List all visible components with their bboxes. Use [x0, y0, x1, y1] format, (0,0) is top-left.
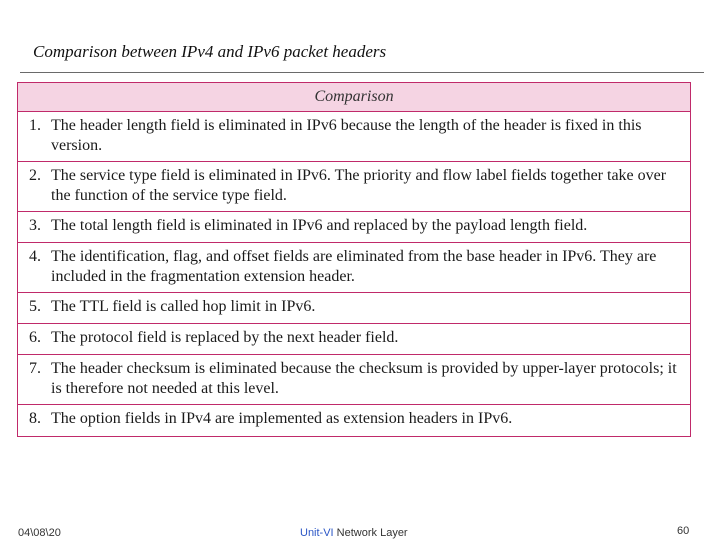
table-row [18, 243, 690, 293]
row-text: The identification, flag, and offset fields are eliminated from the base header in IPv6. They are included in the fragmentation extension header. [51, 248, 657, 285]
row-number: 8. [29, 410, 41, 427]
table-row [18, 162, 690, 212]
row-number: 2. [29, 167, 41, 184]
row-text: The header length field is eliminated in IPv6 because the length of the header is fixed in this version. [51, 117, 642, 154]
row-number: 3. [29, 217, 41, 234]
table-header: Comparison [18, 83, 690, 112]
row-text: The total length field is eliminated in IPv6 and replaced by the payload length field. [51, 217, 588, 234]
table-row [18, 212, 690, 243]
slide-title: Comparison between IPv4 and IPv6 packet headers [33, 42, 387, 61]
row-text: The TTL field is called hop limit in IPv6. [51, 298, 316, 315]
row-number: 4. [29, 248, 41, 265]
table-row [18, 324, 690, 355]
footer-title [300, 527, 408, 539]
row-number: 1. [29, 117, 41, 134]
row-text: The service type field is eliminated in IPv6. The priority and flow label fields together take over the function of the service type field. [51, 167, 667, 204]
page-number: 60 [677, 525, 690, 537]
row-text: The option fields in IPv4 are implemented as extension headers in IPv6. [51, 410, 513, 427]
row-text: The header checksum is eliminated because the checksum is provided by upper-layer protocols; it is therefore not needed at this level. [51, 360, 677, 397]
title-divider [20, 72, 704, 73]
table-row [18, 293, 690, 324]
footer-unit: Unit-VI [300, 527, 334, 539]
comparison-table [17, 82, 691, 437]
table-row [18, 405, 690, 436]
table-row [18, 112, 690, 162]
row-number: 5. [29, 298, 41, 315]
row-number: 6. [29, 329, 41, 346]
footer-topic: Network Layer [333, 527, 408, 539]
table-row [18, 355, 690, 405]
row-text: The protocol field is replaced by the next header field. [51, 329, 399, 346]
row-number: 7. [29, 360, 41, 377]
footer-date: 04\08\20 [18, 527, 61, 539]
table-body [18, 112, 690, 436]
